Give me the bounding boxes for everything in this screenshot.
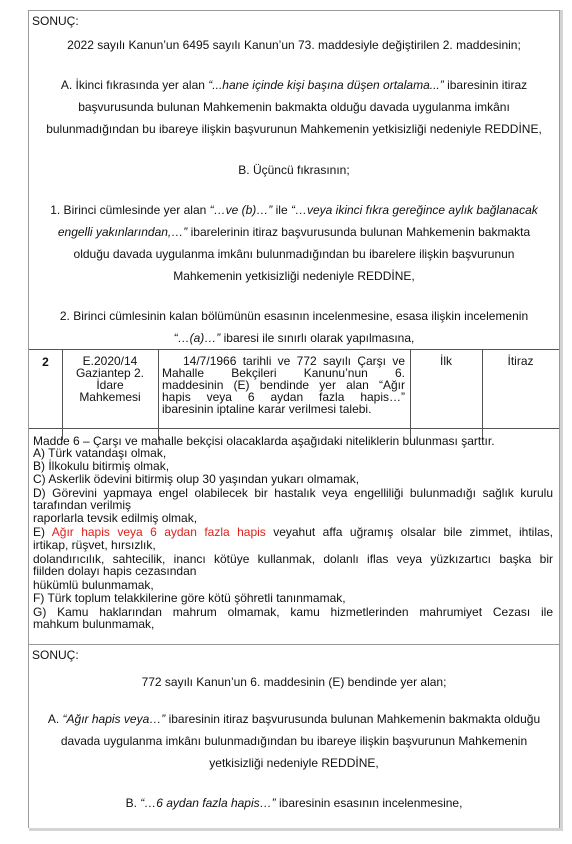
stage-cell — [410, 350, 483, 440]
type-cell — [482, 350, 559, 440]
article-item-e-line2: irtikap, rüşvet, hırsızlık, — [33, 538, 156, 552]
article-item-g-line1: G) Kamu haklarından mahrum olmamak, kamu hizmetlerinden mahrumiyet Cezası ile — [33, 605, 553, 619]
article-item-g-line2: mahkum bulunmamak, — [33, 617, 155, 631]
top-para-b1-line2: engelli yakınlarından,…” ibarelerinin itiraz başvurusunda bulunan Mahkemenin bakmakta — [57, 225, 531, 239]
article-item-e-line4: fiilden dolayı hapis cezasından — [33, 564, 197, 578]
article-item-f: F) Türk toplum telakkilerine göre kötü şöhretli tanınmamak, — [33, 591, 346, 605]
file-line2: Gaziantep 2. — [75, 366, 145, 380]
top-para-b1-line3: olduğu davada uygulanma imkânı bulunmadığından bu ibarelere ilişkin başvurunun — [73, 247, 515, 261]
bottom-para-a-line2: davada uygulanma imkânı bulunmadığından bu ibareye ilişkin başvurunun Mahkemenin — [60, 734, 528, 748]
frame-shadow-right — [560, 10, 563, 828]
top-para-b1-line1: 1. Birinci cümlesinde yer alan “…ve (b)…” ile “…veya ikinci fıkra gereğince aylık bağlanacak — [50, 203, 538, 217]
bottom-para-a-line3: yetkisizliği nedeniyle REDDİNE, — [209, 756, 379, 770]
subject-line2: Mahalle Bekçileri Kanunu’nun 6. — [162, 366, 405, 380]
row-no: 2 — [42, 355, 49, 369]
subject-line5: ibaresinin iptaline karar verilmesi talebi. — [162, 402, 372, 416]
row-no-cell — [29, 350, 63, 440]
subject-line3: maddesinin (E) bendinde yer alan “Ağır — [162, 378, 405, 392]
top-para-b2-line1: 2. Birinci cümlesinin kalan bölümünün esasının incelenmesine, esasa ilişkin incelemenin — [59, 309, 529, 323]
top-para-b: B. Üçüncü fıkrasının; — [238, 163, 350, 177]
article-item-d-line3: raporlarla tevsik edilmiş olmak, — [33, 511, 198, 525]
subject-line4: hapis veya 6 aydan fazla hapis…” — [162, 390, 405, 404]
article-item-a: A) Türk vatandaşı olmak, — [33, 446, 167, 460]
article-title: Madde 6 – Çarşı ve mahalle bekçisi olacaklarda aşağıdaki niteliklerin bulunması şarttır. — [33, 434, 495, 448]
highlighted-phrase: Ağır hapis veya 6 aydan fazla hapis — [51, 525, 266, 539]
document-frame — [28, 10, 560, 828]
bottom-sonuc-heading: SONUÇ: — [32, 648, 79, 662]
top-sonuc-intro: 2022 sayılı Kanun’un 6495 sayılı Kanun’un 73. maddesiyle değiştirilen 2. maddesinin; — [67, 38, 521, 52]
file-cell — [62, 350, 159, 440]
stage-value: İlk — [440, 354, 452, 368]
top-sonuc-heading: SONUÇ: — [32, 14, 79, 28]
bottom-para-b: B. “…6 aydan fazla hapis…” ibaresinin esasının incelenmesine, — [125, 796, 463, 810]
article-item-b: B) İlkokulu bitirmiş olmak, — [33, 459, 170, 473]
top-para-a-line1: A. İkinci fıkrasında yer alan “...hane içinde kişi başına düşen ortalama...” ibaresinin itiraz — [60, 78, 528, 92]
top-border — [29, 10, 559, 11]
subject-line1: 14/7/1966 tarihli ve 772 sayılı Çarşı ve — [183, 354, 405, 368]
article-item-d-line1: D) Görevini yapmaya engel olabilecek bir hastalık veya engelliliği bulunmadığı sağlık kurulu — [33, 486, 553, 500]
top-para-b2-line2: “…(a)…” ibaresi ile sınırlı olarak yapılmasına, — [173, 331, 415, 345]
bottom-para-a-line1: A. “Ağır hapis veya…” ibaresinin itiraz başvurusunda bulunan Mahkemenin bakmakta olduğu — [47, 712, 541, 726]
bottom-section-border — [29, 644, 559, 645]
top-para-a-line2: başvurusunda bulunan Mahkemenin bakmakta olduğu davada uygulanma imkânı — [78, 100, 510, 114]
article-item-e-line1: E) Ağır hapis veya 6 aydan fazla hapis veyahut affa uğramış olsalar bile zimmet, ihtilas, — [33, 525, 553, 539]
top-para-b1-line4: Mahkemenin yetkisizliği nedeniyle REDDİNE, — [173, 269, 415, 283]
table-row-bottom-border — [29, 428, 559, 429]
subject-cell — [158, 350, 411, 440]
file-line4: Mahkemesi — [79, 390, 141, 404]
article-item-c: C) Askerlik ödevini bitirmiş olup 30 yaşından yukarı olmamak, — [33, 472, 360, 486]
bottom-sonuc-intro: 772 sayılı Kanun’un 6. maddesinin (E) bendinde yer alan; — [141, 675, 447, 689]
frame-shadow-bottom — [29, 828, 563, 831]
article-item-e-line3: dolandırıcılık, sahtecilik, inancı kötüye kullanmak, dolanlı iflas veya yüzkızartıcı başka bir — [33, 552, 553, 566]
file-line1: E.2020/14 — [82, 354, 138, 368]
top-para-a-line3: bulunmadığından bu ibareye ilişkin başvurunun Mahkemenin yetkisizliği nedeniyle REDDİNE, — [46, 122, 542, 136]
article-item-e-line5: hükümlü bulunmamak, — [33, 578, 154, 592]
article-item-d-line2: tarafından verilmiş — [33, 498, 132, 512]
type-value: İtiraz — [507, 354, 534, 368]
file-line3: İdare — [96, 378, 124, 392]
